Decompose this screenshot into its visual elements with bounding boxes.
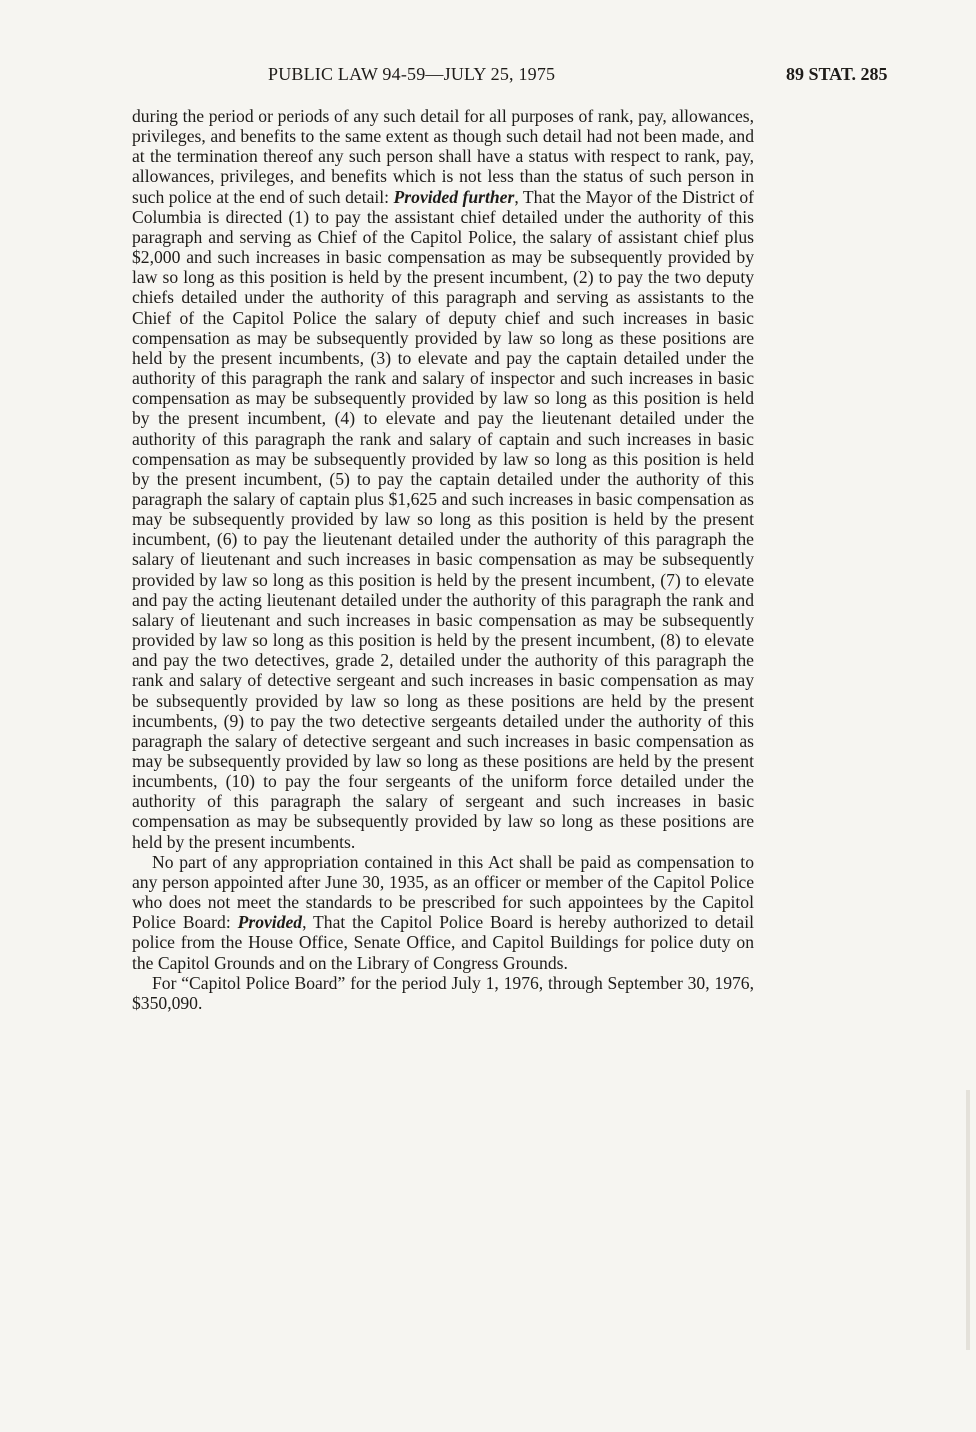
paragraph-text: , That the Mayor of the District of Columbia is directed (1) to pay the assistant chief detailed under the authority of this paragraph and serving as Chief of the Capitol Police, the salary of assistant chief plus $2,000 and such increases in basic compensation as may be subsequently provided by law so long as this position is held by the present incumbent, (2) to pay the two deputy chiefs detailed under the authority of this paragraph and serving as assistants to the Chief of the Capitol Police the salary of deputy chief and such increases in basic compensation as may be subsequently provided by law so long as these positions are held by the present incumbents, (3) to elevate and pay the captain detailed under the authority of this paragraph the rank and salary of inspector and such increases in basic compensation as may be subsequently provided by law so long as this position is held by the present incumbent, (4) to elevate and pay the lieutenant detailed under the authority of this paragraph the rank and salary of captain and such increases in basic compensation as may be subsequently provided by law so long as this position is held by the present incumbent, (5) to pay the captain detailed under the authority of this paragraph the salary of captain plus $1,625 and such increases in basic compensation as may be subsequently provided by law so long as this position is held by the present incumbent, (6) to pay the lieutenant detailed under the authority of this paragraph the salary of lieutenant and such increases in basic compensation as may be subsequently provided by law so long as this position is held by the present incumbent, (7) to elevate and pay the acting lieutenant detailed under the authority of this paragraph the rank and salary of lieutenant and such increases in basic compensation as may be subsequently provided by law so long as this position is held by the present incumbent, (8) to elevate and pay the two detectives, grade 2, detailed under the authority of this paragraph the rank and salary of detective sergeant and such increases in basic compensation as may be subsequently provided by law so long as these positions are held by the present incumbents, (9) to pay the two detective sergeants detailed under the authority of this paragraph the salary of detective sergeant and such increases in basic compensation as may be subsequently provided by law so long as these positions are held by the present incumbents, (10) to pay the four sergeants of the uniform force detailed under the authority of this paragraph the salary of sergeant and such increases in basic compensation as may be subsequently provided by law so long as these positions are held by the present incumbents. (132, 186, 754, 852)
paragraph-text: during the period or periods of any such detail for all purposes of rank, pay, allowances, privileges, and benefits to the same extent as though such detail had not been made, and at the termination thereof any such person shall have a status with respect to rank, pay, allowances, privileges, and benefits which is not less than the status of such person in such police at the end of such detail: (132, 106, 754, 207)
paragraph-text: No part of any appropriation contained in this Act shall be paid as compensation to any person appointed after June 30, 1935, as an officer or member of the Capitol Police who does not meet the standards to be prescribed for such appointees by the Capitol Police Board: (132, 851, 754, 933)
italic-term: Provided (237, 912, 303, 933)
scan-edge-shadow (966, 1090, 970, 1350)
paragraph-appointee-standards (132, 852, 754, 973)
body-text (132, 106, 754, 1013)
statute-page-reference: 89 STAT. 285 (786, 64, 888, 84)
paragraph-capitol-police-detail (132, 106, 754, 852)
italic-term: Provided further (393, 186, 515, 207)
paragraph-appropriation: For “Capitol Police Board” for the period July 1, 1976, through September 30, 1976, $350,090. (132, 972, 754, 1013)
paragraph-text: , That the Capitol Police Board is hereby authorized to detail police from the House Office, Senate Office, and Capitol Buildings for police duty on the Capitol Grounds and on the Library of Congress Grounds. (132, 912, 754, 973)
running-head: PUBLIC LAW 94-59—JULY 25, 1975 (268, 64, 556, 84)
